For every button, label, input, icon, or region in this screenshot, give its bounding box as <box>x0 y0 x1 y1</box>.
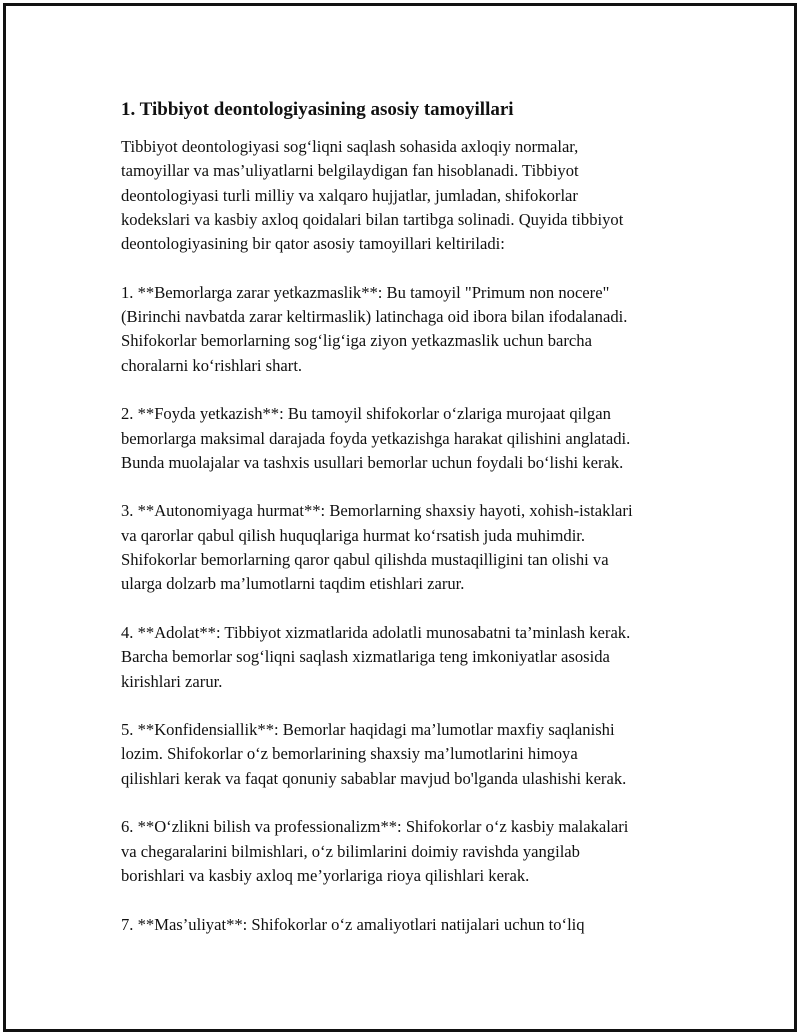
document-content <box>121 98 711 961</box>
principle-paragraph-1 <box>121 281 711 378</box>
text-line: Shifokorlar bemorlarning qaror qabul qilishda mustaqilligini tan olishi va <box>121 550 609 570</box>
text-line: Shifokorlar bemorlarning sog‘lig‘iga ziyon yetkazmaslik uchun barcha <box>121 331 592 351</box>
text-line: ularga dolzarb ma’lumotlarni taqdim etishlari zarur. <box>121 574 465 594</box>
text-line: Tibbiyot deontologiyasi sog‘liqni saqlash sohasida axloqiy normalar, <box>121 137 579 156</box>
text-line: Barcha bemorlar sog‘liqni saqlash xizmatlariga teng imkoniyatlar asosida <box>121 647 610 667</box>
text-line: (Birinchi navbatda zarar keltirmaslik) latinchaga oid ibora bilan ifodalanadi. <box>121 307 628 327</box>
text-line: 4. **Adolat**: Tibbiyot xizmatlarida adolatli munosabatni ta’minlash kerak. <box>121 622 631 642</box>
text-line: 7. **Mas’uliyat**: Shifokorlar o‘z amaliyotlari natijalari uchun to‘liq <box>121 914 585 934</box>
text-line: lozim. Shifokorlar o‘z bemorlarining shaxsiy ma’lumotlarini himoya <box>121 744 578 764</box>
text-line: bemorlarga maksimal darajada foyda yetkazishga harakat qilishini anglatadi. <box>121 428 631 448</box>
text-line: 1. **Bemorlarga zarar yetkazmaslik**: Bu tamoyil "Primum non nocere" <box>121 282 610 302</box>
text-line: kirishlari zarur. <box>121 671 223 691</box>
principle-paragraph-5 <box>121 718 711 791</box>
text-line: tamoyillar va mas’uliyatlarni belgilaydigan fan hisoblanadi. Tibbiyot <box>121 161 579 181</box>
text-line: 2. **Foyda yetkazish**: Bu tamoyil shifokorlar o‘zlariga murojaat qilgan <box>121 404 611 424</box>
text-line: va qarorlar qabul qilish huquqlariga hurmat ko‘rsatish juda muhimdir. <box>121 525 586 545</box>
principle-paragraph-3 <box>121 499 711 596</box>
text-line: choralarni ko‘rishlari shart. <box>121 355 303 375</box>
text-line: deontologiyasi turli milliy va xalqaro hujjatlar, jumladan, shifokorlar <box>121 185 578 205</box>
text-line: kodekslari va kasbiy axloq qoidalari bilan tartibga solinadi. Quyida tibbiyot <box>121 209 624 229</box>
text-line: 5. **Konfidensiallik**: Bemorlar haqidagi ma’lumotlar maxfiy saqlanishi <box>121 720 615 740</box>
text-line: deontologiyasining bir qator asosiy tamoyillari keltiriladi: <box>121 234 505 254</box>
text-line: qilishlari kerak va faqat qonuniy sabablar mavjud bo'lganda ulashishi kerak. <box>121 768 627 788</box>
text-line: va chegaralarini bilmishlari, o‘z bilimlarini doimiy ravishda yangilab <box>121 841 580 861</box>
document-title: 1. Tibbiyot deontologiyasining asosiy tamoyillari <box>121 99 514 120</box>
principle-paragraph-2 <box>121 402 711 475</box>
text-line: 3. **Autonomiyaga hurmat**: Bemorlarning shaxsiy hayoti, xohish-istaklari <box>121 501 633 521</box>
intro-paragraph <box>121 135 711 256</box>
principle-paragraph-7 <box>121 913 711 937</box>
principle-paragraph-4 <box>121 621 711 694</box>
document-page <box>3 3 797 1032</box>
text-line: borishlari va kasbiy axloq me’yorlariga rioya qilishlari kerak. <box>121 865 530 885</box>
text-line: 6. **O‘zlikni bilish va professionalizm**: Shifokorlar o‘z kasbiy malakalari <box>121 817 629 837</box>
text-line: Bunda muolajalar va tashxis usullari bemorlar uchun foydali bo‘lishi kerak. <box>121 452 624 472</box>
principle-paragraph-6 <box>121 815 711 888</box>
